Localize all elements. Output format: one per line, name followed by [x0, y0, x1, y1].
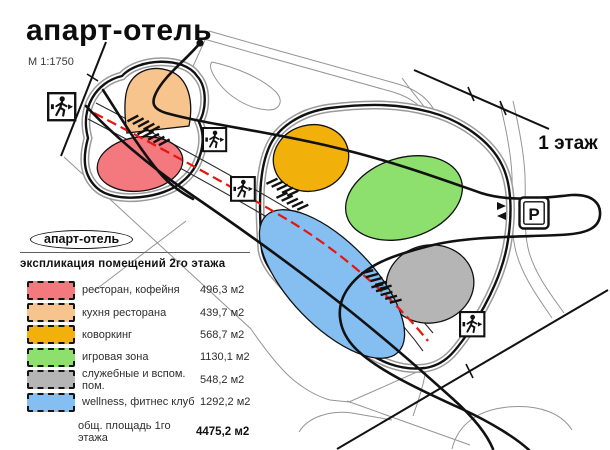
legend-item-area: 1130,1 м2: [200, 351, 250, 364]
legend-row: [27, 324, 276, 346]
legend-item-label: служебные и вспом. пом.: [82, 367, 186, 392]
legend-item-label: игровая зона: [82, 351, 149, 364]
legend-total-row: [20, 420, 276, 444]
legend-item-label: wellness, фитнес клуб: [82, 396, 195, 409]
legend-row: [27, 369, 276, 391]
legend-item-area: 439,7 м2: [200, 306, 245, 319]
legend-item-label: кухня ресторана: [82, 306, 167, 319]
color-swatch: [27, 370, 75, 389]
legend-divider: [20, 252, 250, 253]
legend-total-label: общ. площадь 1го этажа: [78, 420, 171, 445]
parking-icon: [520, 198, 549, 229]
legend-row: [27, 391, 276, 413]
legend-row: [27, 279, 276, 301]
pedestrian-crossing-icon: [203, 128, 226, 151]
legend-item-label: коворкинг: [82, 328, 133, 341]
pedestrian-crossing-icon: [460, 312, 484, 336]
pedestrian-crossing-icon: [231, 177, 255, 201]
legend-item-area: 548,2 м2: [200, 373, 245, 386]
legend-rows: [20, 279, 276, 413]
floor-label: 1 этаж: [538, 133, 598, 154]
legend-row: [27, 346, 276, 368]
legend-subtitle: экспликация помещений 2го этажа: [20, 258, 226, 270]
parking-letter: P: [528, 205, 540, 224]
legend-item-area: 1292,2 м2: [200, 396, 251, 409]
color-swatch: [27, 281, 75, 300]
legend-badge: апарт-отель: [30, 230, 133, 249]
legend-row: [27, 301, 276, 323]
color-swatch: [27, 325, 75, 344]
legend-item-area: 568,7 м2: [200, 328, 245, 341]
legend-total-value: 4475,2 м2: [196, 426, 250, 439]
scale-note: М 1:1750: [28, 56, 74, 68]
legend: [20, 230, 276, 444]
page-title: апарт-отель: [26, 14, 213, 47]
color-swatch: [27, 303, 75, 322]
legend-item-area: 496,3 м2: [200, 284, 245, 297]
color-swatch: [27, 348, 75, 367]
pedestrian-crossing-icon: [48, 93, 75, 120]
color-swatch: [27, 393, 75, 412]
legend-item-label: ресторан, кофейня: [82, 284, 180, 297]
